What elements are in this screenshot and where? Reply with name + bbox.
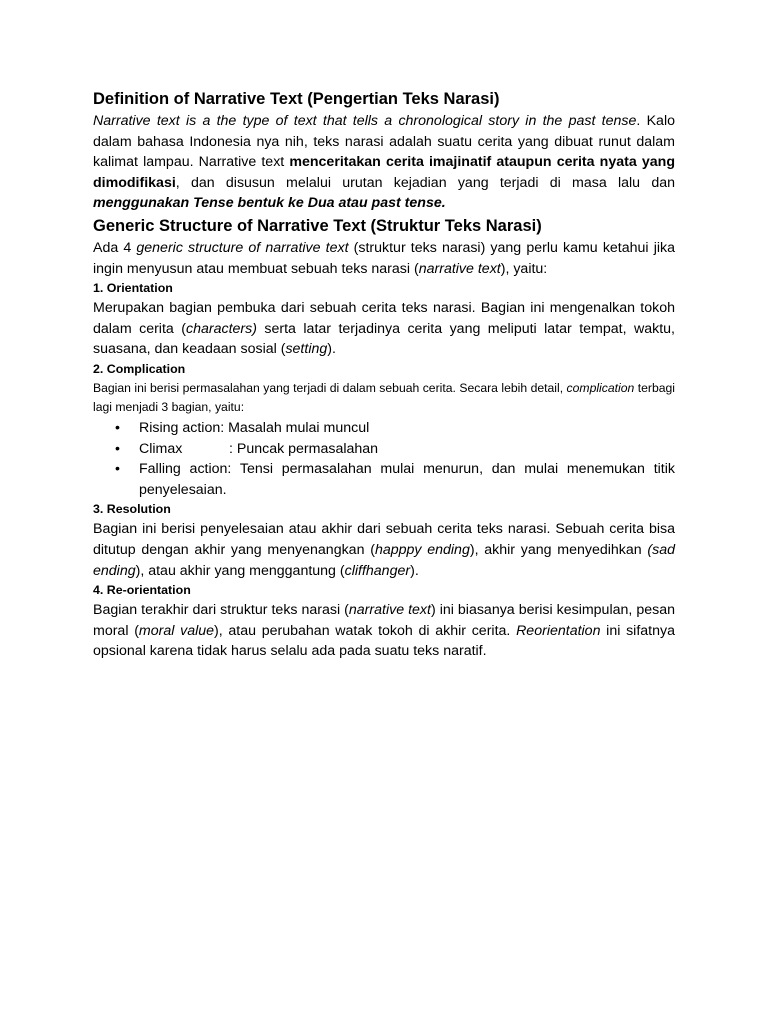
bullet-text: : Masalah mulai muncul <box>220 419 370 436</box>
bullet-icon: • <box>115 419 120 436</box>
reorientation-text-3: ), atau perubahan watak tokoh di akhir cerita. <box>214 622 517 639</box>
intro-text-1: Ada 4 <box>93 239 137 256</box>
bullet-icon: • <box>115 461 120 478</box>
definition-text-1: Kalo dalam bahasa Indonesia nya nih, teks narasi adalah suatu cerita yang dibuat runut dalam kalimat lampau. Narrative text <box>93 113 675 171</box>
reorientation-paragraph <box>93 600 675 662</box>
complication-paragraph <box>93 379 675 418</box>
resolution-italic-2: (sad ending <box>93 541 676 579</box>
reorientation-text-1: Bagian terakhir dari struktur teks narasi ( <box>93 602 349 619</box>
reorientation-text-4: ini sifatnya opsional karena tidak harus selalu ada pada suatu teks naratif. <box>93 622 675 660</box>
definition-italic-sentence: Narrative text is a the type of text that tells a chronological story in the past tense <box>93 113 637 129</box>
heading-generic-structure: Generic Structure of Narrative Text (Struktur Teks Narasi) <box>93 216 542 235</box>
resolution-text-1: Bagian ini berisi penyelesaian atau akhir dari sebuah cerita teks narasi. Sebuah cerita bisa ditutup dengan akhir yang menyenangkan ( <box>93 521 675 558</box>
complication-italic-1: complication <box>566 380 635 395</box>
resolution-text-3: ), atau akhir yang menggantung ( <box>135 562 345 579</box>
intro-italic-1: generic structure of narrative text <box>136 239 349 256</box>
reorientation-italic-2: moral value <box>138 622 215 639</box>
complication-text-2: terbagi lagi menjadi 3 bagian, yaitu: <box>93 380 675 415</box>
complication-text-1: Bagian ini berisi permasalahan yang terjadi di dalam sebuah cerita. Secara lebih detail, <box>93 380 567 395</box>
bullet-label: Rising action <box>139 419 221 436</box>
section-title-orientation: 1. Orientation <box>93 281 173 296</box>
bullet-text: : Tensi permasalahan mulai menurun, dan mulai menemukan titik penyelesaian. <box>139 461 675 498</box>
orientation-italic-2: setting <box>285 341 328 358</box>
list-item <box>93 418 675 439</box>
definition-text-2: , dan disusun melalui urutan kejadian yang terjadi di masa lalu dan <box>175 174 675 191</box>
list-item <box>93 459 675 500</box>
document-page <box>93 88 675 662</box>
intro-italic-2: narrative text <box>418 260 501 277</box>
reorientation-italic-3: Reorientation <box>516 622 601 639</box>
bullet-label: Falling action <box>139 461 228 478</box>
section-title-reorientation: 4. Re-orientation <box>93 583 191 598</box>
resolution-italic-3: cliffhanger <box>344 562 411 579</box>
bullet-text: : Puncak permasalahan <box>229 440 379 457</box>
orientation-paragraph <box>93 298 675 360</box>
reorientation-italic-1: narrative text <box>348 602 431 619</box>
complication-bullet-list <box>93 418 675 500</box>
resolution-text-2: ), akhir yang menyedihkan <box>469 541 648 558</box>
orientation-text-2: serta latar terjadinya cerita yang meliputi latar tempat, waktu, suasana, dan keadaan sosial ( <box>93 320 675 358</box>
reorientation-text-2: ) ini biasanya berisi kesimpulan, pesan moral ( <box>93 602 675 639</box>
heading-definition: Definition of Narrative Text (Pengertian Teks Narasi) <box>93 90 500 108</box>
bullet-icon: • <box>115 440 120 457</box>
bullet-label: Climax <box>139 440 183 457</box>
resolution-italic-1: happpy ending <box>374 541 470 558</box>
resolution-text-4: ). <box>410 562 419 579</box>
intro-paragraph <box>93 238 675 279</box>
definition-period: . <box>636 113 641 129</box>
intro-text-2: (struktur teks narasi) yang perlu kamu ketahui jika ingin menyusun atau membuat sebuah teks narasi ( <box>93 239 675 277</box>
section-title-complication: 2. Complication <box>93 361 186 376</box>
orientation-text-1: Merupakan bagian pembuka dari sebuah cerita teks narasi. Bagian ini mengenalkan tokoh dalam cerita ( <box>93 300 675 337</box>
list-item <box>93 439 675 460</box>
resolution-paragraph <box>93 519 675 581</box>
definition-paragraph <box>93 111 675 214</box>
section-title-resolution: 3. Resolution <box>93 502 171 517</box>
definition-bold-text: menceritakan cerita imajinatif ataupun cerita nyata yang dimodifikasi <box>93 154 675 191</box>
orientation-italic-1: characters) <box>185 320 257 337</box>
orientation-text-3: ). <box>327 341 336 358</box>
definition-bold-italic-text: menggunakan Tense bentuk ke Dua atau past tense. <box>93 195 446 212</box>
intro-text-3: ), yaitu: <box>500 260 548 277</box>
